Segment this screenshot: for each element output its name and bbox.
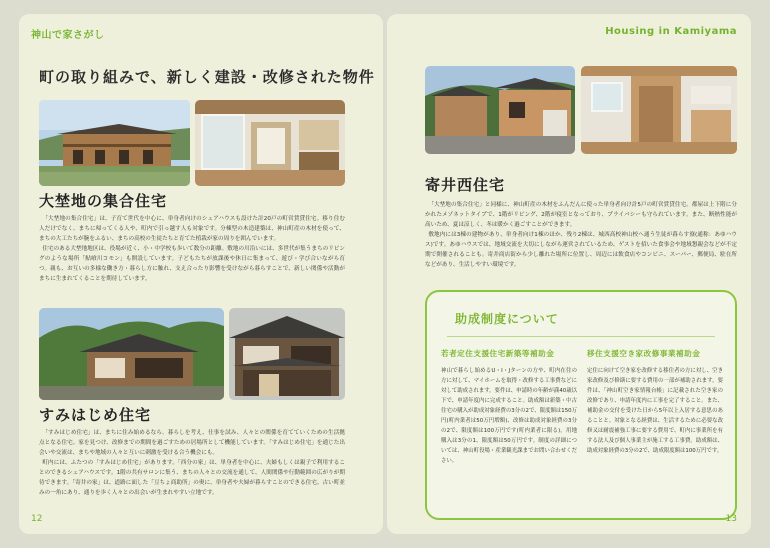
nishibun-house-photo (39, 308, 224, 400)
header-tag: Housing in Kamiyama (605, 26, 737, 37)
paragraph: 「大埜地の集合住宅」は、子育て世代を中心に、単身者向けのシェアハウスも設けた計20戸の町営賃貸住宅。移り住む人だけでなく、まちに帰ってくる人や、町内で引っ越す人も対象です。分棟型の木造建築は、神山町産の木材を使って、まちの大工たちが腕をふるい、まちの高校の生徒たちと育てた植栽が家の周りを囲んでいます。 (39, 216, 345, 242)
header-tag: 神山で家さがし (31, 30, 105, 41)
paragraph: 町内には、ふたつの「すみはじめ住宅」があります。「西分の家」は、単身者を中心に、夫婦もしくは親子で利用することのできるシェアハウスです。1階の共有サロンに集う、まちの人々との交流を通して、人間関係や行動範囲の広がりが期待できます。「寄井の家」は、道路に面した「豆ちょ商助所」の奥に、単身者や夫婦が暮らすことのできる住宅。古い町並みの一角にあり、通りを歩く人々との出会いが生まれやすい立地です。 (39, 460, 345, 496)
building-description (425, 200, 737, 270)
building-name: 大埜地の集合住宅 (39, 192, 168, 210)
subsidy-box (425, 290, 737, 520)
subsidy-title: 助成制度について (455, 312, 559, 326)
building-description (39, 428, 345, 498)
subsidy-column-title: 若者定住支援住宅新築等補助金 (441, 349, 555, 358)
building-name: 寄井西住宅 (425, 176, 506, 194)
onoji-housing-exterior-photo (39, 100, 190, 186)
paragraph: 住宅のある大埜地地区は、役場が近く、小・中学校も歩いて数分の距離。敷地の川沿いには、多世代が集うまちのリビングのような場所「鮎喰川コモン」も開設しています。子どもたちが放課後や休日に集まって、遊び・学び合いながら育つ。親も、お互いの多様な働き方・暮らし方に触れ、支え合ったり影響を受けながら暮らすことで、新しい関係や活動がまちに生まれてくることを期待しています。 (39, 246, 345, 282)
paragraph: 「すみはじめ住宅」は、まちに住み始めるなら、暮らしを考え、仕事を試み、人々との関係を育てていくための生活拠点となる住宅。家を見つけ、改修までの期間を過ごすための居場所として機能しています。「すみはじめ住宅」を通じた出会いや交流は、まちや地域の人々と互いに刺激を受ける合う機会にも。 (39, 430, 345, 456)
subsidy-column-title: 移住支援空き家改修事業補助金 (587, 349, 701, 358)
yorii-nishi-interior-photo (581, 66, 737, 154)
yorii-house-photo (229, 308, 345, 400)
divider (447, 336, 715, 337)
building-description (39, 214, 345, 284)
section-title: 町の取り組みで、新しく建設・改修された物件 (39, 68, 375, 86)
building-name: すみはじめ住宅 (39, 406, 152, 424)
paragraph: 「大埜地の集合住宅」と同様に、神山町産の木材をふんだんに使った単身者向け計5戸の町営賃貸住宅。都屋は上下階に分かれたメゾネットタイプで、1階がリビング、2階が寝室となっており、プライバシーも守られています。また、断熱性能が高いため、夏は涼しく、冬は暖かく過ごすことができます。 (425, 202, 737, 228)
page-number: 13 (725, 514, 737, 524)
right-page (387, 14, 751, 534)
page-number: 12 (31, 514, 43, 524)
subsidy-column-text: 神山で暮らし始めるU・I・Jターンの方や、町内在住の方に対して、マイホームを取得・改修する工事費などに対して助成されます。要件は、申請時の年齢が満40歳以下で、申請年度内に完成すること。助成額は新築・中古住宅の購入が助成対象経費の3分の2で、限度額は150万円(町内業者は50万円増額)、改修は助成対象経費の3分の2で、限度額は100万円です(町内業者に限る)。用地購入は3分の1、限度額は50万円です。制度の詳細については、神山町役場・産業観光課までお問い合わせください。 (441, 368, 577, 464)
subsidy-column-text: 定住に向けて空き家を改修する移住者の方に対し、空き家改修及び修繕に要する費用の一部が補助されます。要件は、「神山町空き家情報台帳」に記載された空き家の改修であり、申請年度内に工事を完了すること。また、補助金の交付を受けた日から5年以上入居する意思のあることと。対象となる経費は、生活するために必要な改修又は耐震補強工事に要する費用で、町内に事業所を有する法人及び個人事業主が施工する工事費。助成額は、助成対象経費の3分の2で、助成限度額は100万円です。 (587, 368, 723, 454)
paragraph: 敷地内には3棟の建物があり、単身者向け1棟のほか、残り2棟は、城西高校神山校へ通う生徒が暮らす寮(通称：あゆハウス)です。あゆハウスでは、地域交流を大切にしながら運営されているため、ゲストを招いた食事会や地域懇親会などが不定期で開催されることも。寄井商店街から少し離れた場所に位置し、周辺には飲食店やコンビニ、スーパー、郵便局、駐在所などがあり、生活しやすい環境です。 (425, 232, 737, 268)
onoji-housing-interior-photo (195, 100, 345, 186)
yorii-nishi-exterior-photo (425, 66, 575, 154)
left-page (19, 14, 383, 534)
